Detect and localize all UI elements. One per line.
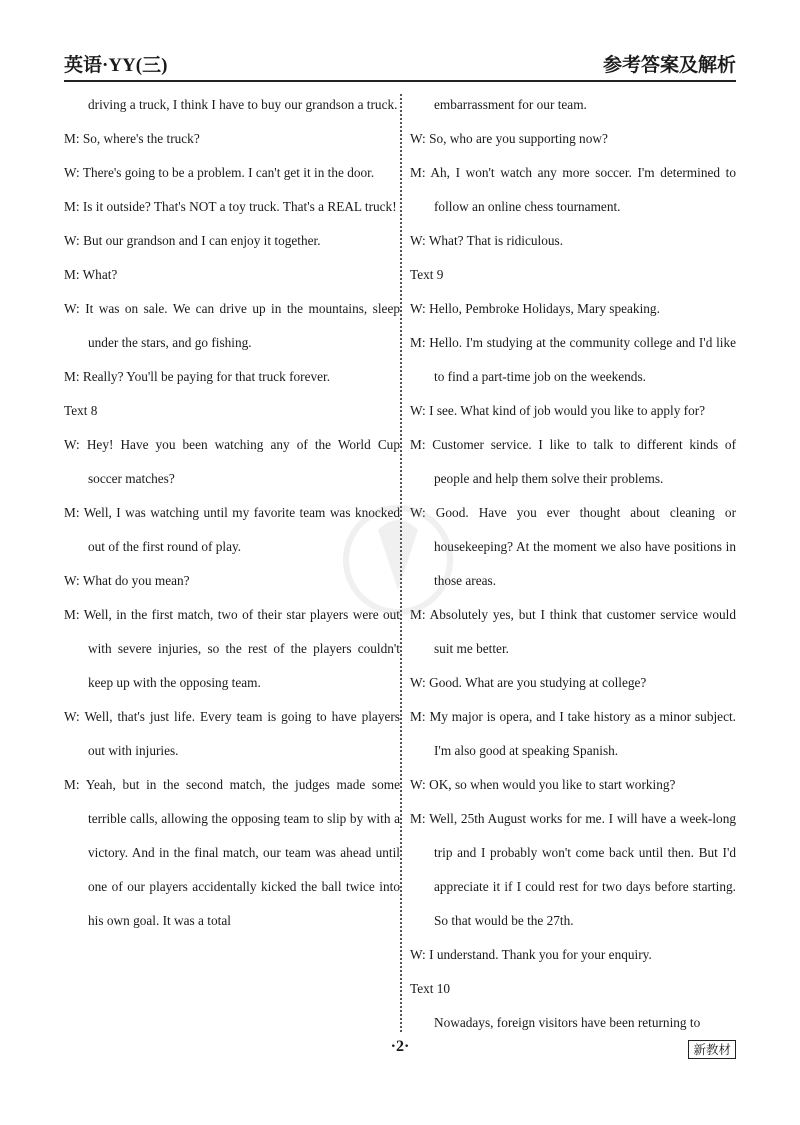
dialogue-text: So, where's the truck? bbox=[82, 131, 200, 146]
dialogue-text: So, who are you supporting now? bbox=[429, 131, 608, 146]
dialogue-text: Good. Have you ever thought about cleaning or housekeeping? At the moment we also have positions in those areas. bbox=[434, 505, 737, 588]
watermark-logo-icon bbox=[338, 500, 458, 620]
dialogue-text: What? bbox=[82, 267, 118, 282]
dialogue-turn bbox=[64, 122, 400, 156]
speaker-label: W: bbox=[410, 777, 426, 792]
speaker-label: M: bbox=[410, 811, 426, 826]
speaker-label: W: bbox=[410, 675, 426, 690]
dialogue-text: Good. What are you studying at college? bbox=[429, 675, 647, 690]
dialogue-turn bbox=[64, 292, 400, 360]
speaker-label: M: bbox=[410, 335, 426, 350]
dialogue-turn bbox=[410, 700, 736, 768]
dialogue-text: I understand. Thank you for your enquiry. bbox=[429, 947, 652, 962]
speaker-label: W: bbox=[64, 233, 80, 248]
dialogue-text: It was on sale. We can drive up in the mountains, sleep under the stars, and go fishing. bbox=[85, 301, 401, 350]
dialogue-text: What? That is ridiculous. bbox=[428, 233, 564, 248]
passage-paragraph: Nowadays, foreign visitors have been returning to bbox=[434, 1015, 701, 1030]
dialogue-text: Well, in the first match, two of their star players were out with severe injuries, so the rest of the players couldn't keep up with the opposing team. bbox=[83, 607, 401, 690]
dialogue-text: Ah, I won't watch any more soccer. I'm determined to follow an online chess tournament. bbox=[430, 165, 736, 214]
dialogue-turn bbox=[64, 258, 400, 292]
dialogue-turn bbox=[410, 292, 736, 326]
dialogue-text: Really? You'll be paying for that truck forever. bbox=[82, 369, 331, 384]
dialogue-turn bbox=[410, 224, 736, 258]
dialogue-text: There's going to be a problem. I can't get it in the door. bbox=[82, 165, 375, 180]
speaker-label: M: bbox=[410, 607, 426, 622]
dialogue-turn bbox=[410, 802, 736, 938]
dialogue-turn bbox=[410, 156, 736, 224]
answer-key-title: 参考答案及解析 bbox=[602, 55, 736, 76]
dialogue-turn bbox=[410, 326, 736, 394]
dialogue-turn bbox=[64, 190, 400, 224]
speaker-label: M: bbox=[64, 777, 80, 792]
speaker-label: M: bbox=[64, 199, 80, 214]
dialogue-text: Customer service. I like to talk to different kinds of people and help them solve their problems. bbox=[432, 437, 737, 486]
dialogue-text: Well, that's just life. Every team is going to have players out with injuries. bbox=[84, 709, 400, 758]
dialogue-turn bbox=[64, 768, 400, 938]
dialogue-text: Is it outside? That's NOT a toy truck. That's a REAL truck! bbox=[82, 199, 397, 214]
speaker-label: M: bbox=[64, 369, 80, 384]
dialogue-text: Hello, Pembroke Holidays, Mary speaking. bbox=[429, 301, 660, 316]
dialogue-turn bbox=[410, 598, 736, 666]
dialogue-text: I see. What kind of job would you like to apply for? bbox=[429, 403, 706, 418]
dialogue-text: Yeah, but in the second match, the judges made some terrible calls, allowing the opposing team to slip by with a victory. And in the final match, our team was ahead until one of our players accidentally kicked the ball twice into his own goal. It was a total bbox=[85, 777, 400, 928]
dialogue-text: My major is opera, and I take history as a minor subject. I'm also good at speaking Spanish. bbox=[429, 709, 736, 758]
speaker-label: W: bbox=[410, 131, 426, 146]
speaker-label: M: bbox=[410, 437, 426, 452]
dialogue-turn bbox=[64, 360, 400, 394]
dialogue-turn bbox=[410, 122, 736, 156]
edition-badge: 新教材 bbox=[688, 1040, 736, 1059]
dialogue-turn bbox=[410, 428, 736, 496]
page-header bbox=[64, 44, 736, 82]
dialogue-turn bbox=[64, 156, 400, 190]
dialogue-text: OK, so when would you like to start working? bbox=[429, 777, 676, 792]
dialogue-turn bbox=[64, 224, 400, 258]
section-heading: Text 8 bbox=[64, 403, 98, 418]
speaker-label: W: bbox=[64, 301, 80, 316]
speaker-label: W: bbox=[410, 233, 426, 248]
dialogue-text: Well, I was watching until my favorite team was knocked out of the first round of play. bbox=[83, 505, 400, 554]
speaker-label: M: bbox=[64, 131, 80, 146]
dialogue-turn bbox=[410, 768, 736, 802]
speaker-label: M: bbox=[410, 709, 426, 724]
dialogue-text: Hey! Have you been watching any of the World Cup soccer matches? bbox=[86, 437, 400, 486]
section-heading: Text 10 bbox=[410, 981, 451, 996]
dialogue-text: What do you mean? bbox=[82, 573, 190, 588]
right-column bbox=[410, 88, 736, 1040]
dialogue-text: Absolutely yes, but I think that customer service would suit me better. bbox=[429, 607, 737, 656]
speaker-label: W: bbox=[64, 573, 80, 588]
speaker-label: W: bbox=[410, 301, 426, 316]
continued-text: embarrassment for our team. bbox=[434, 97, 587, 112]
page-number: ·2· bbox=[390, 1038, 410, 1055]
dialogue-turn bbox=[64, 700, 400, 768]
dialogue-turn bbox=[410, 394, 736, 428]
dialogue-turn bbox=[410, 666, 736, 700]
dialogue-turn bbox=[410, 938, 736, 972]
dialogue-turn bbox=[410, 496, 736, 598]
dialogue-turn bbox=[64, 428, 400, 496]
speaker-label: M: bbox=[64, 267, 80, 282]
speaker-label: W: bbox=[410, 403, 426, 418]
continued-text: driving a truck, I think I have to buy our grandson a truck. bbox=[88, 97, 398, 112]
speaker-label: W: bbox=[410, 947, 426, 962]
speaker-label: W: bbox=[410, 505, 426, 520]
speaker-label: W: bbox=[64, 165, 80, 180]
section-heading: Text 9 bbox=[410, 267, 444, 282]
speaker-label: W: bbox=[64, 709, 80, 724]
subject-title: 英语·YY(三) bbox=[64, 55, 168, 76]
dialogue-text: But our grandson and I can enjoy it together. bbox=[83, 233, 321, 248]
speaker-label: M: bbox=[64, 607, 80, 622]
dialogue-text: Hello. I'm studying at the community college and I'd like to find a part-time job on the weekends. bbox=[429, 335, 737, 384]
speaker-label: W: bbox=[64, 437, 80, 452]
dialogue-text: Well, 25th August works for me. I will have a week-long trip and I probably won't come back until then. But I'd appreciate it if I could rest for two days before starting. So that would be the 27th. bbox=[429, 811, 736, 928]
speaker-label: M: bbox=[64, 505, 80, 520]
speaker-label: M: bbox=[410, 165, 426, 180]
